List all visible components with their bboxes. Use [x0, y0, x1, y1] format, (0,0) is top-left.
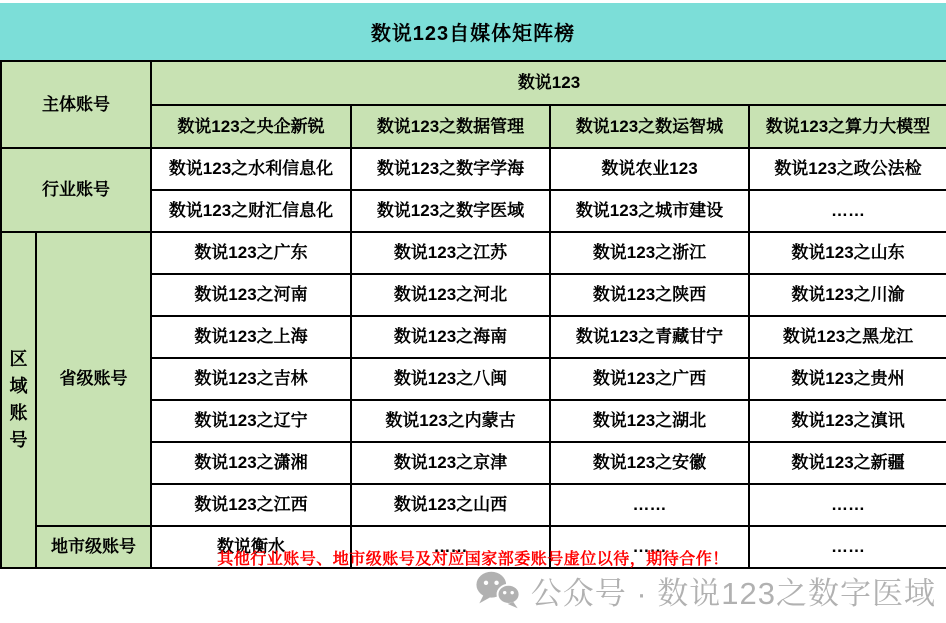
account-cell: 数说123之京津: [351, 442, 550, 484]
account-cell: 数说123之数字学海: [351, 148, 550, 190]
account-cell: 数说123之河南: [151, 274, 351, 316]
watermark: [475, 566, 936, 614]
account-cell: 数说123之财汇信息化: [151, 190, 351, 232]
account-cell: 数说123之八闽: [351, 358, 550, 400]
account-cell: 数说123之潇湘: [151, 442, 351, 484]
account-cell: 数说123之城市建设: [550, 190, 749, 232]
table-row: [1, 148, 946, 190]
account-cell: 数说123之新疆: [749, 442, 946, 484]
account-cell: 数说123之青藏甘宁: [550, 316, 749, 358]
matrix-table: [0, 60, 946, 569]
account-cell: 数说123之政公法检: [749, 148, 946, 190]
sub-account-cell: 数说123之算力大模型: [749, 105, 946, 148]
watermark-label: 公众号 · 数说123之数字医域: [530, 575, 936, 611]
account-cell: 数说123之安徽: [550, 442, 749, 484]
account-cell: ……: [749, 484, 946, 526]
subject-label-cell: 主体账号: [1, 61, 151, 148]
sub-account-cell: 数说123之央企新锐: [151, 105, 351, 148]
industry-label-cell: 行业账号: [1, 148, 151, 232]
wechat-icon: [475, 570, 521, 610]
account-cell: 数说123之广西: [550, 358, 749, 400]
account-cell: 数说123之上海: [151, 316, 351, 358]
account-cell: ……: [550, 484, 749, 526]
account-cell: 数说123之河北: [351, 274, 550, 316]
table-row: [1, 61, 946, 105]
account-cell: 数说123之山西: [351, 484, 550, 526]
account-cell: 数说123之贵州: [749, 358, 946, 400]
title-bar: [0, 3, 946, 60]
account-cell: 数说农业123: [550, 148, 749, 190]
account-cell: 数说123之数字医域: [351, 190, 550, 232]
account-cell: 数说123之吉林: [151, 358, 351, 400]
city-label-cell: 地市级账号: [36, 526, 151, 568]
page-title: 数说123自媒体矩阵榜: [370, 23, 576, 45]
account-cell: 数说123之水利信息化: [151, 148, 351, 190]
account-cell: 数说123之山东: [749, 232, 946, 274]
account-cell: 数说123之内蒙古: [351, 400, 550, 442]
account-cell: ……: [749, 526, 946, 568]
sub-account-cell: 数说123之数运智城: [550, 105, 749, 148]
account-cell: 数说123之海南: [351, 316, 550, 358]
account-cell: 数说123之江西: [151, 484, 351, 526]
account-cell: 数说123之川渝: [749, 274, 946, 316]
account-cell: 数说123之江苏: [351, 232, 550, 274]
account-cell: 数说衡水: [151, 526, 351, 568]
sub-account-cell: 数说123之数据管理: [351, 105, 550, 148]
account-cell: ……: [550, 526, 749, 568]
cooperation-notice: 其他行业账号、地市级账号及对应国家部委账号虚位以待，期待合作！: [217, 551, 729, 568]
account-cell: 数说123之滇讯: [749, 400, 946, 442]
account-cell: 数说123之广东: [151, 232, 351, 274]
account-cell: 数说123之湖北: [550, 400, 749, 442]
account-cell: 数说123之陕西: [550, 274, 749, 316]
account-cell: ……: [749, 190, 946, 232]
account-cell: 数说123之辽宁: [151, 400, 351, 442]
main-account-cell: 数说123: [151, 61, 946, 105]
account-cell: 数说123之黑龙江: [749, 316, 946, 358]
account-cell: 数说123之浙江: [550, 232, 749, 274]
region-label-vertical-text: 区域账号: [9, 349, 28, 450]
table-row: [1, 232, 946, 274]
region-label-cell: [1, 232, 36, 568]
province-label-cell: 省级账号: [36, 232, 151, 526]
account-cell: ……: [351, 526, 550, 568]
